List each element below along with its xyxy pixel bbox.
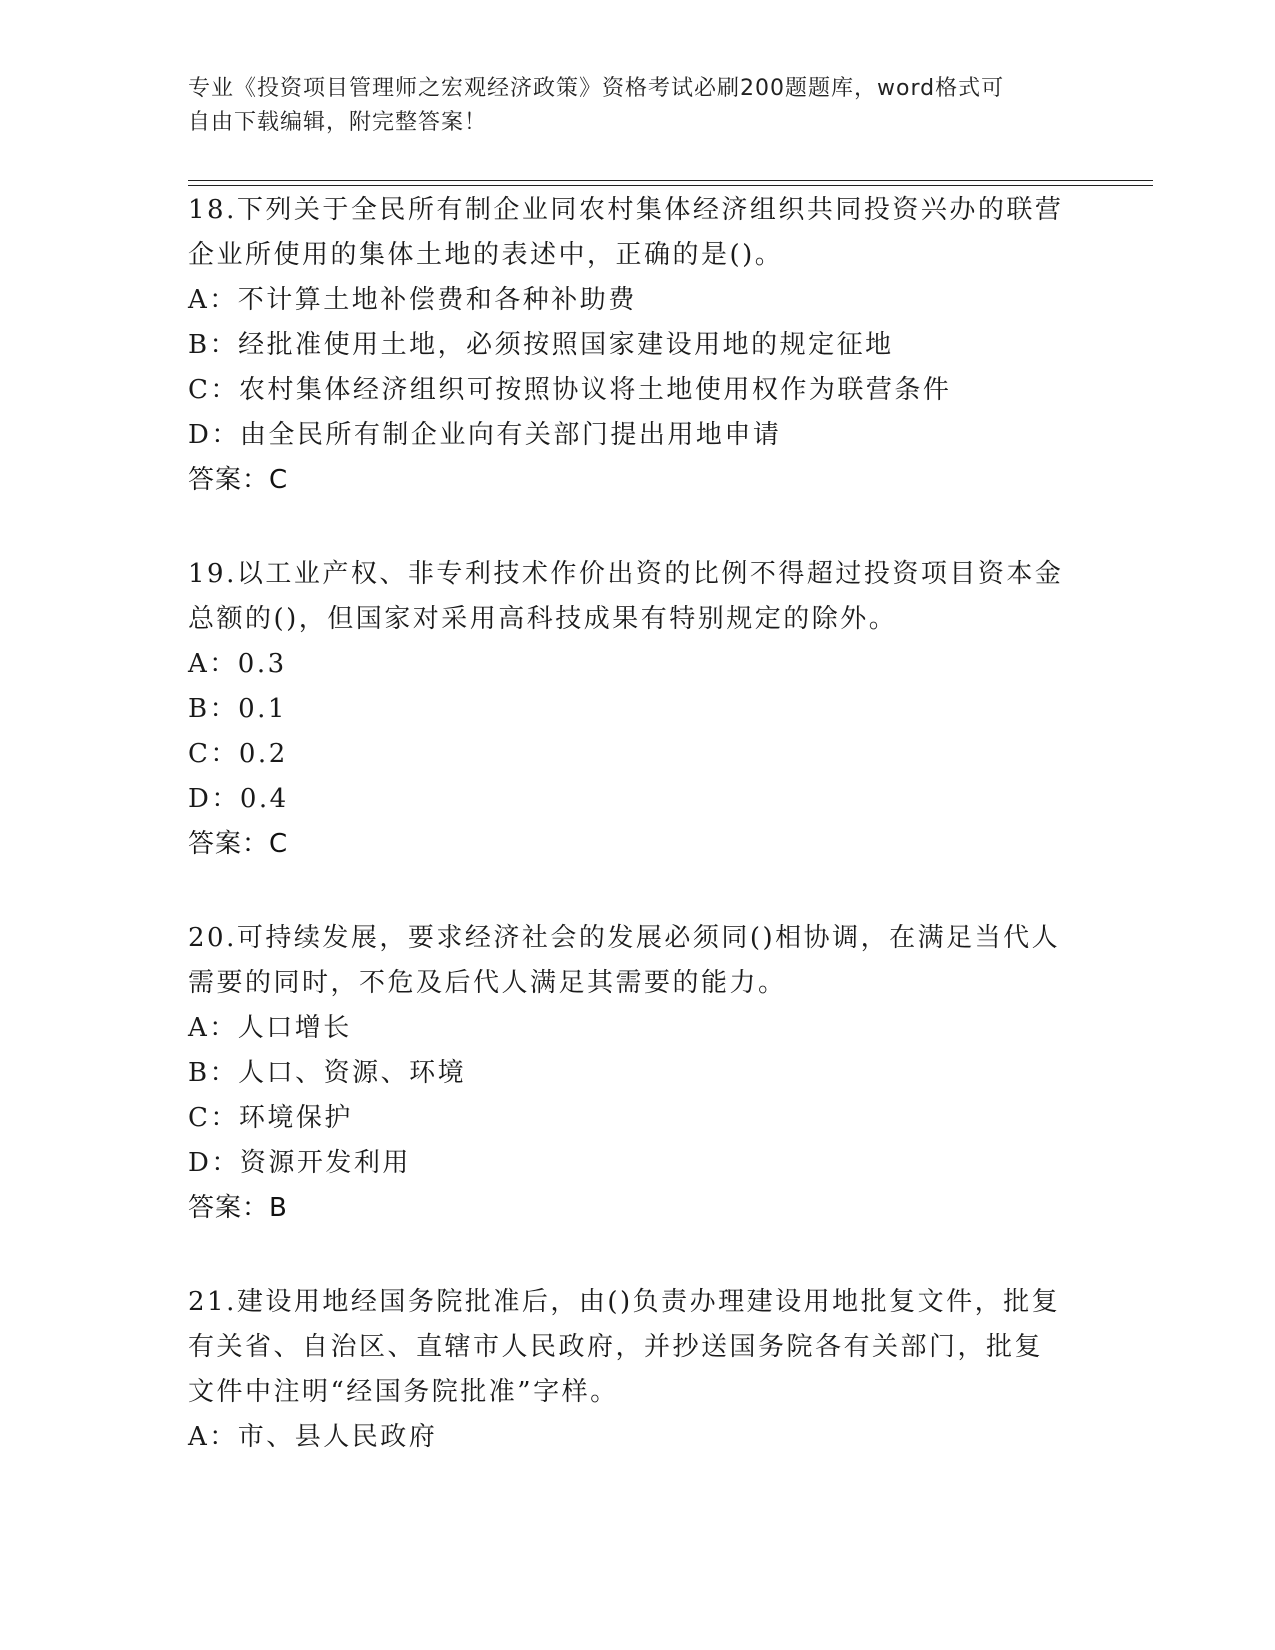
- answer: 答案：C: [188, 465, 289, 495]
- option-c: C：环境保护: [188, 1103, 353, 1133]
- question-stem-line: 21.建设用地经国务院批准后，由()负责办理建设用地批复文件，批复: [188, 1287, 1061, 1317]
- answer: 答案：B: [188, 1193, 288, 1223]
- question-stem-line: 18.下列关于全民所有制企业同农村集体经济组织共同投资兴办的联营: [188, 195, 1064, 225]
- question-stem-line: 20.可持续发展，要求经济社会的发展必须同()相协调，在满足当代人: [188, 923, 1061, 953]
- question-stem-line: 企业所使用的集体土地的表述中，正确的是()。: [188, 240, 784, 270]
- header-line-2: 自由下载编辑，附完整答案！: [188, 110, 488, 135]
- question-stem-line: 有关省、自治区、直辖市人民政府，并抄送国务院各有关部门，批复: [188, 1332, 1044, 1362]
- question-stem-line: 19.以工业产权、非专利技术作价出资的比例不得超过投资项目资本金: [188, 559, 1064, 589]
- option-a: A：人口增长: [188, 1013, 352, 1043]
- header-rule-top: [188, 180, 1153, 181]
- option-a: A：0.3: [188, 649, 287, 679]
- option-d: D：资源开发利用: [188, 1148, 411, 1178]
- option-a: A：不计算土地补偿费和各种补助费: [188, 285, 637, 315]
- option-c: C：农村集体经济组织可按照协议将土地使用权作为联营条件: [188, 375, 952, 405]
- question-20: [188, 916, 1088, 1231]
- header-rule-bottom: [188, 185, 1153, 186]
- document-header: [188, 72, 1088, 140]
- option-c: C：0.2: [188, 739, 288, 769]
- question-stem-line: 需要的同时，不危及后代人满足其需要的能力。: [188, 968, 787, 998]
- option-b: B：人口、资源、环境: [188, 1058, 467, 1088]
- option-d: D：0.4: [188, 784, 289, 814]
- option-b: B：0.1: [188, 694, 287, 724]
- question-18: [188, 188, 1088, 503]
- option-a: A：市、县人民政府: [188, 1422, 438, 1452]
- question-stem-line: 总额的()，但国家对采用高科技成果有特别规定的除外。: [188, 604, 898, 634]
- header-line-1: 专业《投资项目管理师之宏观经济政策》资格考试必刷200题题库，word格式可: [188, 76, 1005, 101]
- option-b: B：经批准使用土地，必须按照国家建设用地的规定征地: [188, 330, 894, 360]
- question-21: [188, 1280, 1088, 1460]
- question-stem-line: 文件中注明“经国务院批准”字样。: [188, 1377, 619, 1407]
- question-19: [188, 552, 1088, 867]
- option-d: D：由全民所有制企业向有关部门提出用地申请: [188, 420, 782, 450]
- answer: 答案：C: [188, 829, 289, 859]
